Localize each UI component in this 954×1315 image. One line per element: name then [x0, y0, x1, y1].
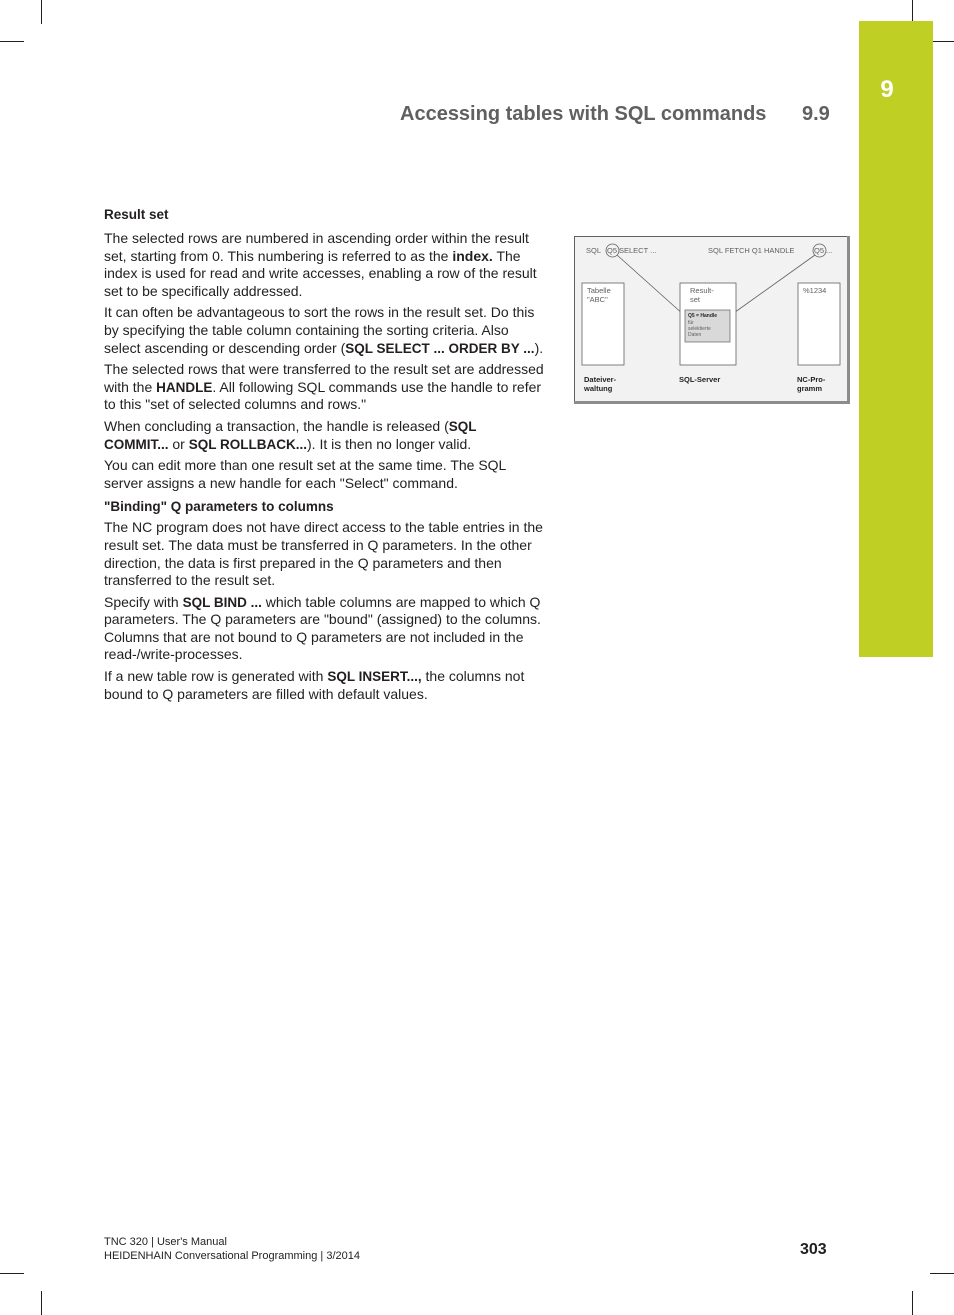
code-term: SQL COMMIT... [104, 418, 477, 452]
sql-result-set-diagram [574, 236, 850, 404]
cmd-left-circle-text: Q5 [607, 246, 618, 255]
text-run: ). [534, 339, 544, 356]
caption-nc-program: gramm [797, 384, 823, 393]
crop-mark [41, 0, 42, 24]
footer-manual-title: TNC 320 | User's Manual [104, 1236, 227, 1248]
code-term: HANDLE [156, 379, 213, 395]
chapter-tab [859, 21, 933, 657]
text-run: . All following SQL commands use the handle to refer to this "set of selected columns and rows." [104, 378, 542, 413]
caption-file-management: Dateiver- [584, 375, 617, 384]
text-run: If a new table row is generated with [104, 668, 328, 685]
code-term: SQL INSERT..., [327, 669, 422, 685]
result-set-label: Result- [690, 286, 714, 295]
text-run: The NC program does not have direct access to the table entries in the result set. The data must be transferred in Q parameters. In the other direction, the data is first prepared in the Q parameters and then transferred to the result set. [104, 519, 543, 589]
paragraph [104, 594, 544, 664]
nc-program-box [798, 283, 840, 365]
text-run: the columns not bound to Q parameters are filled with default values. [104, 668, 525, 702]
footer [104, 1235, 360, 1263]
table-box-label: "ABC" [587, 295, 608, 304]
handle-box-title: Q5 = Handle [688, 313, 718, 319]
text-run: which table columns are mapped to which Q parameters. The Q parameters are "bound" (assigned) to the columns. Columns that are not bound to Q parameters are not included in the read-/write-processes. [104, 593, 541, 663]
footer-manual-subtitle: HEIDENHAIN Conversational Programming | 3/2014 [104, 1250, 360, 1262]
code-term: SQL SELECT ... ORDER BY ... [345, 340, 535, 356]
text-run: or [168, 435, 189, 452]
chapter-number: 9 [880, 76, 894, 103]
section-heading-result-set: Result set [104, 207, 169, 222]
crop-mark [930, 41, 954, 42]
caption-nc-program: NC-Pro- [797, 375, 826, 384]
cmd-left-post: SELECT ... [619, 246, 657, 255]
table-box-label: Tabelle [587, 286, 611, 295]
text-run: You can edit more than one result set at the same time. The SQL server assigns a new handle for each "Select" command. [104, 457, 506, 491]
text-run: The index is used for read and write accesses, enabling a row of the result set to be specifically addressed. [104, 247, 537, 299]
cmd-left-pre: SQL [586, 246, 602, 255]
cmd-right-post: ... [826, 246, 833, 255]
page-title: Accessing tables with SQL commands [400, 103, 767, 125]
caption-file-management: waltung [584, 384, 613, 393]
text-run: ). It is then no longer valid. [307, 435, 472, 452]
main-content [104, 206, 544, 707]
crop-mark [41, 1291, 42, 1315]
page-number: 303 [800, 1241, 827, 1258]
result-set-label: set [690, 295, 701, 304]
paragraph [104, 519, 544, 589]
cmd-right-pre: SQL FETCH Q1 HANDLE [708, 246, 795, 255]
paragraph [104, 361, 544, 414]
text-run: When concluding a transaction, the handle is released ( [104, 417, 449, 434]
caption-sql-server: SQL-Server [679, 375, 721, 384]
nc-program-label: %1234 [803, 286, 827, 295]
text-run: The selected rows are numbered in ascending order within the result set, starting from 0. This numbering is referred to as the [104, 230, 529, 264]
section-heading-binding: "Binding" Q parameters to columns [104, 499, 334, 515]
handle-box-text: für [688, 320, 694, 326]
crop-mark [0, 1273, 24, 1274]
text-run: The selected rows that were transferred to the result set are addressed with the [104, 361, 544, 395]
cmd-right-circle-text: Q5 [814, 246, 825, 255]
code-term: SQL ROLLBACK... [188, 436, 307, 452]
paragraph [104, 668, 544, 703]
crop-mark [912, 1291, 913, 1315]
paragraph [104, 230, 544, 300]
text-run: Specify with [104, 593, 183, 610]
crop-mark [930, 1273, 954, 1274]
code-term: SQL BIND ... [182, 594, 262, 610]
bold-term: index. [452, 247, 493, 264]
crop-mark [0, 41, 24, 42]
text-run: It can often be advantageous to sort the rows in the result set. Do this by specifying the table column containing the sorting criteria. Also select ascending or descending order ( [104, 304, 535, 356]
paragraph [104, 418, 544, 453]
handle-box-text: Daten [688, 332, 702, 338]
diagram-frame-right [847, 236, 850, 404]
paragraph [104, 304, 544, 357]
diagram-frame-bottom [574, 401, 850, 404]
section-number: 9.9 [802, 103, 830, 125]
paragraph [104, 457, 544, 492]
handle-box-text: selektierte [688, 326, 711, 332]
